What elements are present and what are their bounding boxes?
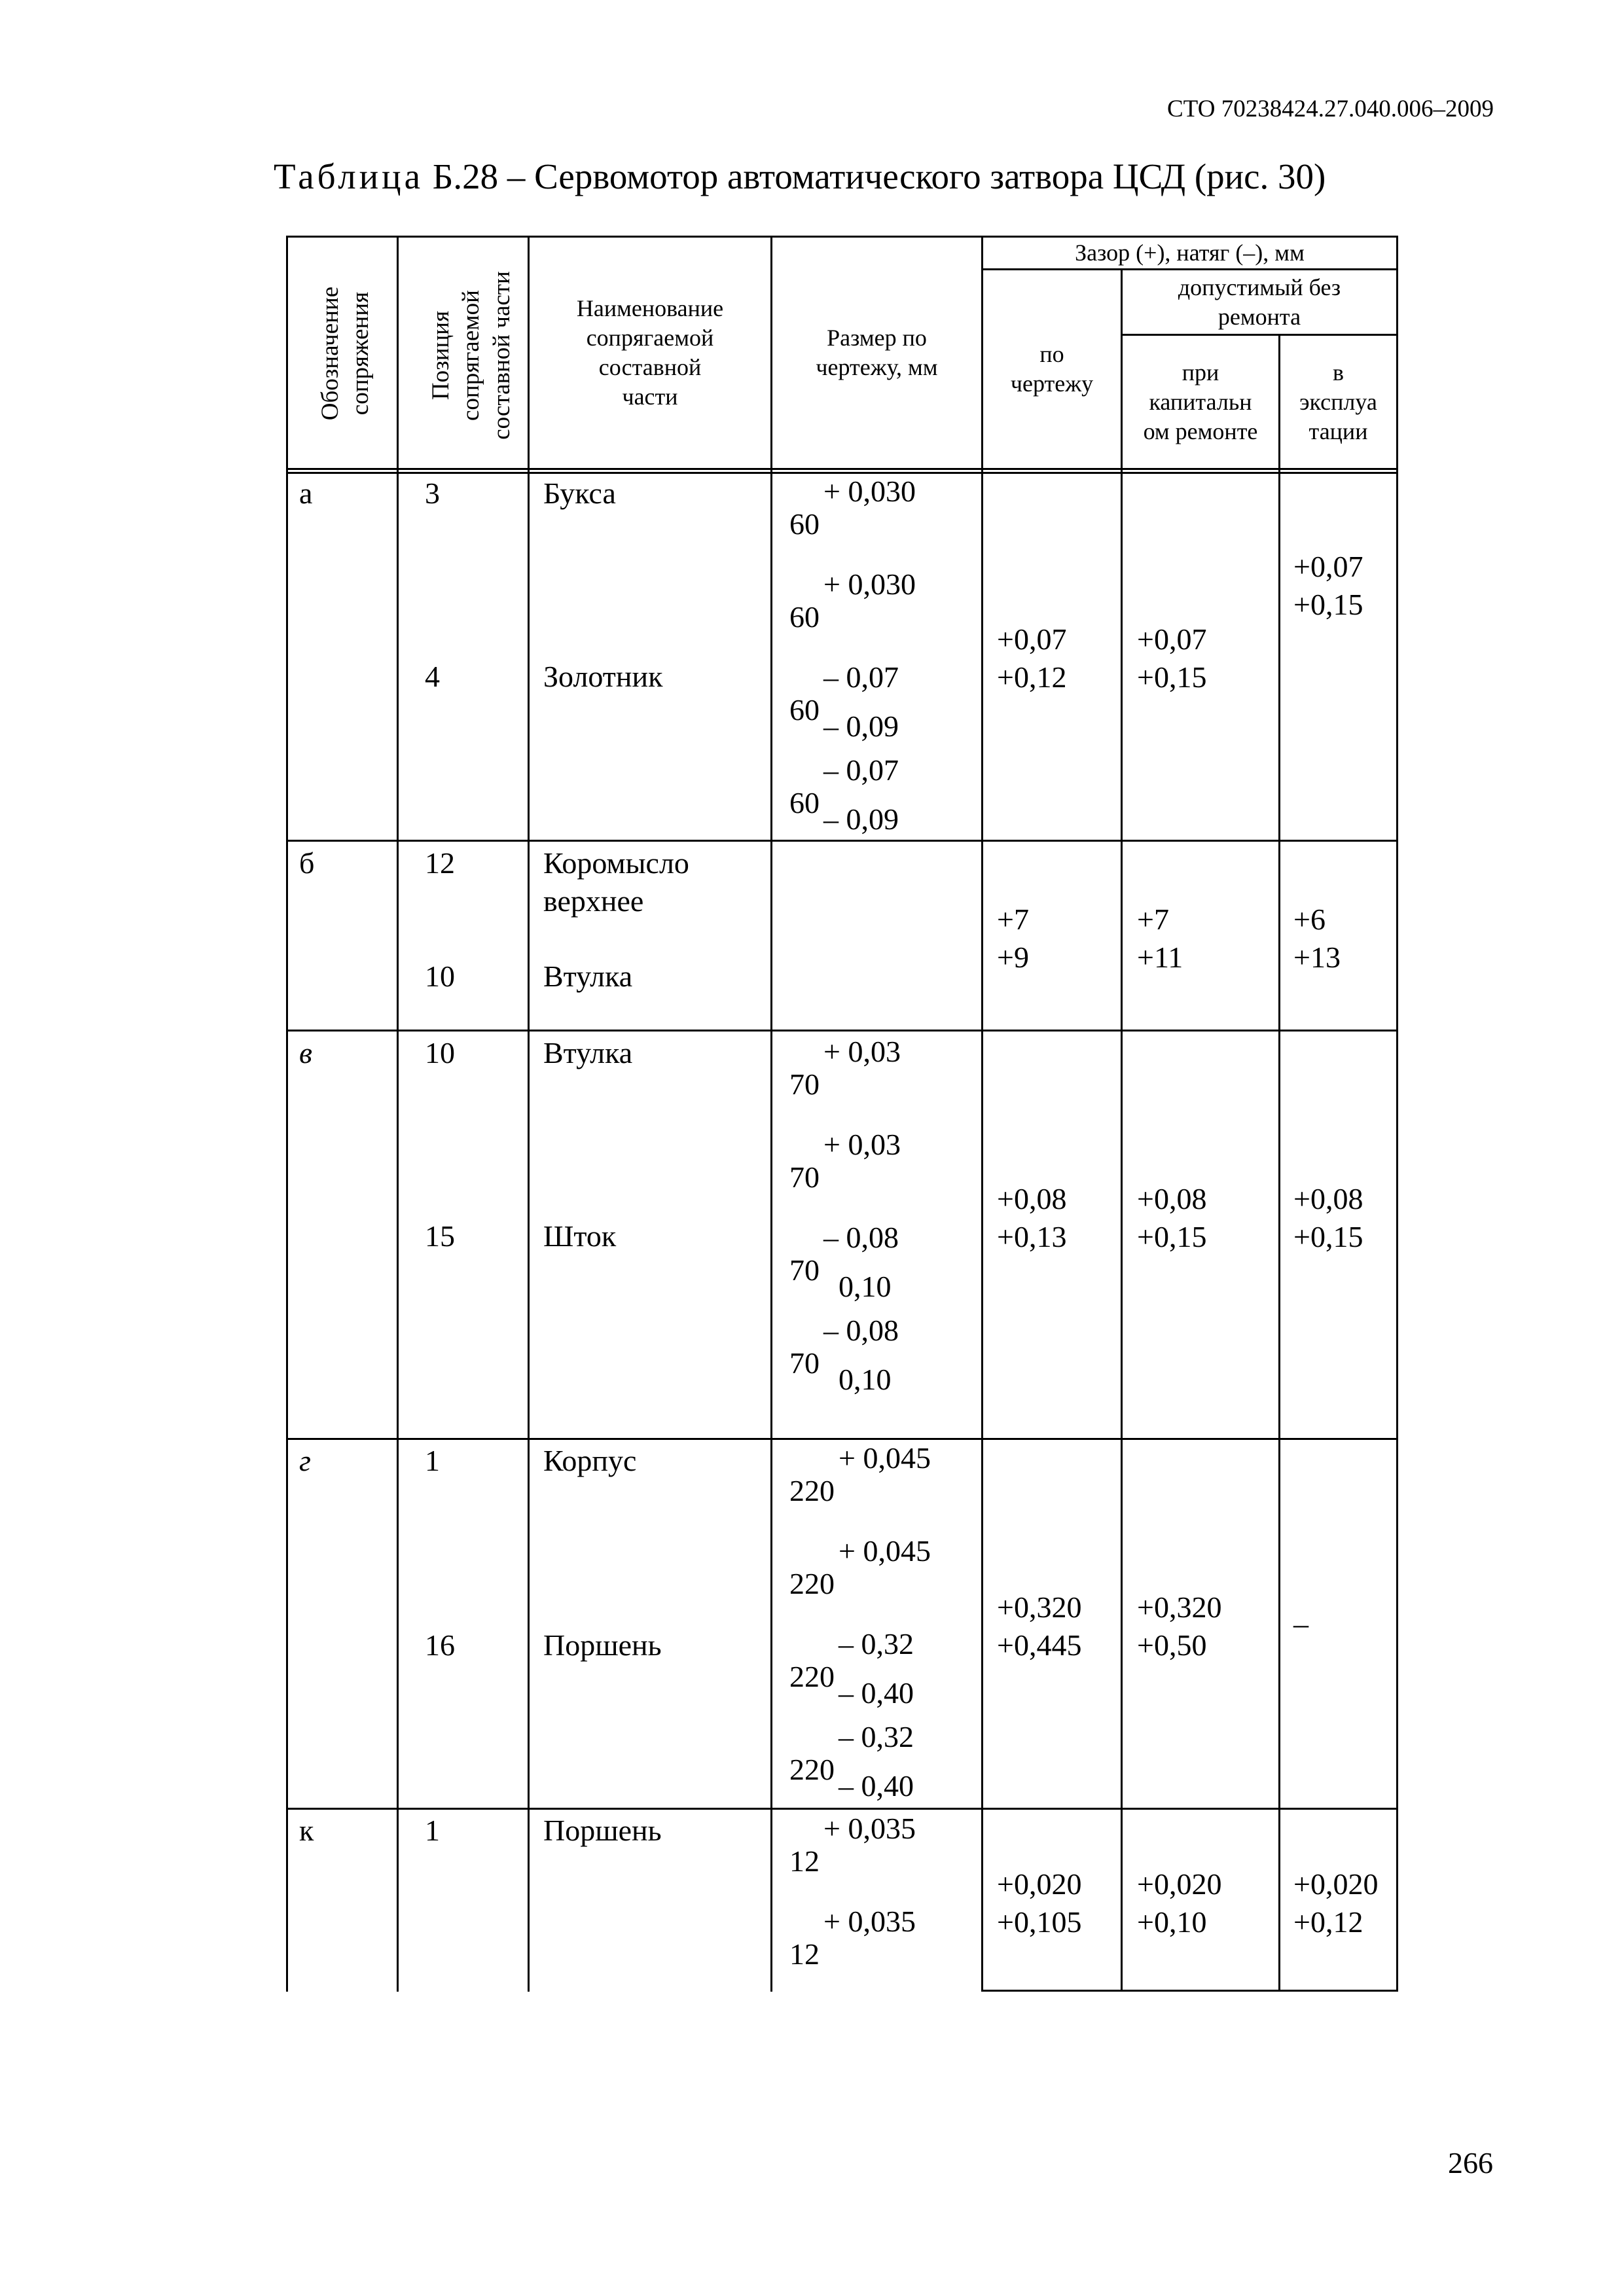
header-allowable-group: допустимый без ремонта bbox=[1178, 274, 1341, 330]
size-nominal: 220 bbox=[789, 1753, 835, 1786]
table-bottom-right-border bbox=[981, 1990, 1398, 1992]
gap-by-drawing-value: +0,12 bbox=[997, 660, 1067, 694]
size-nominal: 60 bbox=[789, 693, 820, 726]
size-tolerance bbox=[789, 1037, 1005, 1128]
gap-capital-repair-value: +0,320 bbox=[1137, 1590, 1222, 1624]
size-lower-deviation: 0,10 bbox=[839, 1363, 892, 1396]
size-upper-deviation: – 0,32 bbox=[839, 1720, 914, 1753]
column-divider bbox=[528, 236, 530, 1992]
row-designation: в bbox=[299, 1036, 312, 1069]
part-name: Корпус bbox=[543, 1444, 637, 1477]
row-designation: г bbox=[299, 1444, 311, 1477]
column-divider bbox=[1278, 334, 1280, 1992]
size-lower-deviation: – 0,09 bbox=[823, 709, 899, 743]
gap-in-operation-value: +13 bbox=[1293, 941, 1341, 974]
size-upper-deviation: + 0,045 bbox=[839, 1534, 931, 1568]
title-prefix: Таблица bbox=[274, 156, 424, 196]
size-lower-deviation: – 0,40 bbox=[839, 1769, 914, 1803]
part-name: верхнее bbox=[543, 884, 644, 918]
size-lower-deviation: 0,10 bbox=[839, 1270, 892, 1303]
part-name: Золотник bbox=[543, 660, 663, 693]
gap-capital-repair-value: +7 bbox=[1137, 903, 1169, 936]
table-right-border bbox=[1396, 236, 1398, 1992]
size-tolerance bbox=[789, 1443, 1005, 1535]
gap-in-operation-value: +0,15 bbox=[1293, 588, 1363, 621]
part-position: 10 bbox=[425, 1036, 455, 1069]
header-bottom-border-double bbox=[286, 472, 1398, 474]
size-tolerance bbox=[789, 1907, 1005, 1998]
gap-in-operation-value: +0,15 bbox=[1293, 1220, 1363, 1253]
size-tolerance bbox=[789, 1130, 1005, 1221]
size-nominal: 70 bbox=[789, 1160, 820, 1194]
gap-by-drawing-value: +0,07 bbox=[997, 622, 1067, 656]
gap-by-drawing-value: +0,020 bbox=[997, 1867, 1082, 1901]
gap-capital-repair-value: +0,10 bbox=[1137, 1905, 1207, 1939]
size-upper-deviation: + 0,030 bbox=[823, 567, 916, 601]
row-designation: а bbox=[299, 476, 313, 510]
header-part-name: Наименование сопрягаемой составной части bbox=[576, 295, 724, 410]
column-divider bbox=[1121, 268, 1123, 1992]
header-bottom-border bbox=[286, 468, 1398, 470]
row-designation: к bbox=[299, 1814, 314, 1847]
size-nominal: 220 bbox=[789, 1474, 835, 1507]
part-position: 16 bbox=[425, 1628, 455, 1662]
size-upper-deviation: + 0,035 bbox=[823, 1905, 916, 1938]
column-divider bbox=[770, 236, 772, 1992]
gap-by-drawing-value: +0,320 bbox=[997, 1590, 1082, 1624]
size-tolerance bbox=[789, 755, 1005, 847]
header-size: Размер по чертежу, мм bbox=[816, 325, 938, 380]
size-tolerance bbox=[789, 1316, 1005, 1407]
size-upper-deviation: + 0,035 bbox=[823, 1812, 916, 1845]
size-upper-deviation: – 0,08 bbox=[823, 1221, 899, 1254]
header-position: Позиция сопрягаемой составной части bbox=[427, 271, 515, 440]
size-tolerance bbox=[789, 1536, 1005, 1628]
gap-in-operation-value: +0,12 bbox=[1293, 1905, 1363, 1939]
table-left-border bbox=[286, 236, 288, 1992]
part-position: 1 bbox=[425, 1444, 440, 1477]
size-tolerance bbox=[789, 1722, 1005, 1814]
size-tolerance bbox=[789, 1814, 1005, 1905]
header-designation: Обозначение сопряжения bbox=[317, 286, 374, 421]
gap-capital-repair-value: +0,020 bbox=[1137, 1867, 1222, 1901]
size-upper-deviation: – 0,08 bbox=[823, 1314, 899, 1347]
part-name: Поршень bbox=[543, 1814, 662, 1847]
gap-capital-repair-value: +0,15 bbox=[1137, 660, 1207, 694]
size-nominal: 220 bbox=[789, 1660, 835, 1693]
gap-capital-repair-value: +0,07 bbox=[1137, 622, 1207, 656]
page-number: 266 bbox=[1448, 2146, 1493, 2179]
gap-in-operation-value: +0,020 bbox=[1293, 1867, 1379, 1901]
size-tolerance bbox=[789, 1223, 1005, 1314]
part-position: 10 bbox=[425, 960, 455, 993]
gap-capital-repair-value: +0,50 bbox=[1137, 1628, 1207, 1662]
part-name: Втулка bbox=[543, 960, 633, 993]
size-tolerance bbox=[789, 1629, 1005, 1721]
part-position: 12 bbox=[425, 846, 455, 880]
part-name: Букса bbox=[543, 476, 616, 510]
gap-in-operation-value: – bbox=[1293, 1607, 1308, 1640]
gap-by-drawing-value: +9 bbox=[997, 941, 1029, 974]
size-nominal: 70 bbox=[789, 1067, 820, 1101]
size-nominal: 70 bbox=[789, 1253, 820, 1287]
column-divider bbox=[397, 236, 399, 1992]
gap-by-drawing-value: +7 bbox=[997, 903, 1029, 936]
header-capital-repair: при капитальн ом ремонте bbox=[1143, 359, 1258, 444]
document-code: СТО 70238424.27.040.006–2009 bbox=[1166, 96, 1494, 122]
size-upper-deviation: + 0,045 bbox=[839, 1441, 931, 1475]
size-tolerance bbox=[789, 662, 1005, 754]
part-position: 1 bbox=[425, 1814, 440, 1847]
size-nominal: 60 bbox=[789, 786, 820, 819]
size-nominal: 60 bbox=[789, 600, 820, 634]
row-divider bbox=[286, 1030, 1398, 1031]
size-upper-deviation: + 0,03 bbox=[823, 1128, 901, 1161]
size-tolerance bbox=[789, 569, 1005, 661]
gap-capital-repair-value: +0,08 bbox=[1137, 1182, 1207, 1215]
size-nominal: 60 bbox=[789, 507, 820, 541]
part-position: 15 bbox=[425, 1219, 455, 1253]
part-position: 3 bbox=[425, 476, 440, 510]
gap-by-drawing-value: +0,08 bbox=[997, 1182, 1067, 1215]
size-lower-deviation: – 0,09 bbox=[823, 802, 899, 836]
part-name: Шток bbox=[543, 1219, 617, 1253]
size-upper-deviation: + 0,030 bbox=[823, 475, 916, 508]
row-divider bbox=[286, 1438, 1398, 1440]
gap-by-drawing-value: +0,105 bbox=[997, 1905, 1082, 1939]
header-in-operation: в эксплуа тации bbox=[1299, 359, 1377, 444]
gap-by-drawing-value: +0,13 bbox=[997, 1220, 1067, 1253]
size-tolerance bbox=[789, 476, 1005, 568]
size-upper-deviation: – 0,07 bbox=[823, 753, 899, 787]
title-text: Б.28 – Сервомотор автоматического затвора ЦСД (рис. 30) bbox=[423, 156, 1326, 196]
size-nominal: 70 bbox=[789, 1346, 820, 1380]
row-designation: б bbox=[299, 846, 315, 880]
part-position: 4 bbox=[425, 660, 440, 693]
gap-by-drawing-value: +0,445 bbox=[997, 1628, 1082, 1662]
gap-capital-repair-value: +0,15 bbox=[1137, 1220, 1207, 1253]
header-by-drawing: по чертежу bbox=[1010, 341, 1094, 397]
part-name: Втулка bbox=[543, 1036, 633, 1069]
fit-table bbox=[286, 236, 1398, 1992]
page-title bbox=[274, 156, 1326, 197]
size-lower-deviation: – 0,40 bbox=[839, 1676, 914, 1710]
gap-capital-repair-value: +11 bbox=[1137, 941, 1183, 974]
size-upper-deviation: + 0,03 bbox=[823, 1035, 901, 1068]
gap-in-operation-value: +0,07 bbox=[1293, 550, 1363, 583]
size-nominal: 12 bbox=[789, 1937, 820, 1971]
part-name: Коромысло bbox=[543, 846, 689, 880]
size-nominal: 12 bbox=[789, 1844, 820, 1878]
header-gap-group: Зазор (+), натяг (–), мм bbox=[1075, 240, 1305, 266]
gap-in-operation-value: +0,08 bbox=[1293, 1182, 1363, 1215]
gap-in-operation-value: +6 bbox=[1293, 903, 1326, 936]
size-nominal: 220 bbox=[789, 1567, 835, 1600]
size-upper-deviation: – 0,07 bbox=[823, 660, 899, 694]
size-upper-deviation: – 0,32 bbox=[839, 1627, 914, 1660]
part-name: Поршень bbox=[543, 1628, 662, 1662]
